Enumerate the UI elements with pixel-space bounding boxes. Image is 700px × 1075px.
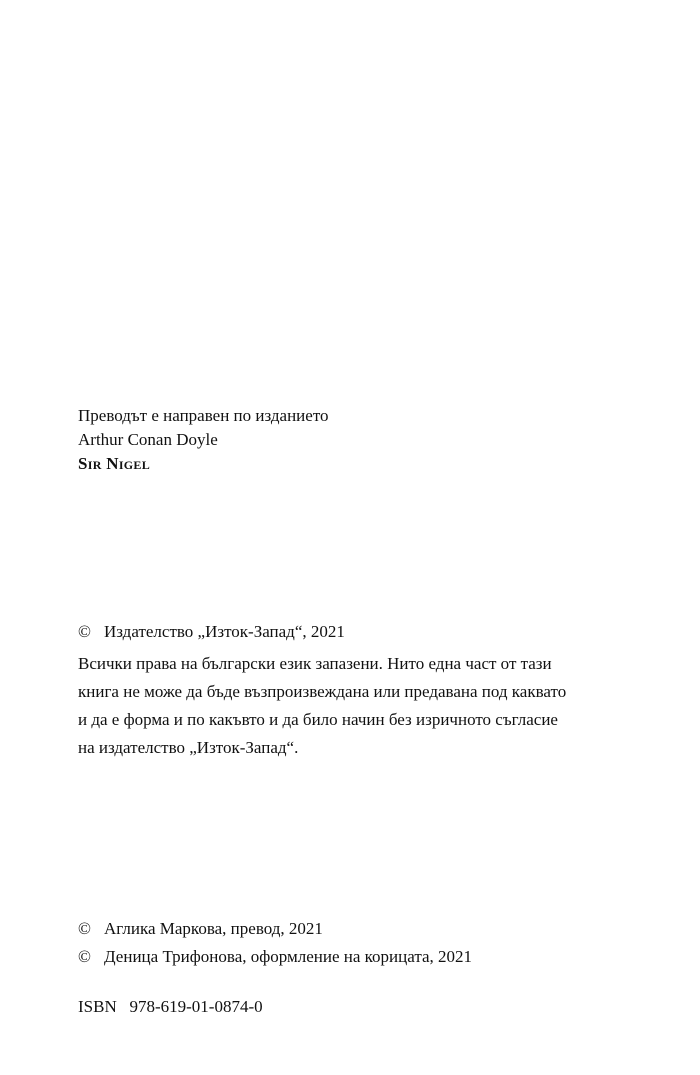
rights-notice-line: и да е форма и по какъвто и да било начин без изричното съгласие [78, 710, 558, 729]
publisher-copyright-line [78, 620, 345, 644]
copyright-symbol: © [78, 947, 91, 966]
translator-credit-text: Аглика Маркова, превод, 2021 [104, 919, 323, 938]
rights-notice-line: на издателство „Изток-Запад“. [78, 738, 299, 757]
credits-block [78, 915, 472, 971]
isbn-label: ISBN [78, 997, 117, 1016]
original-author: Arthur Conan Doyle [78, 430, 218, 449]
rights-notice [78, 650, 638, 762]
isbn-line [78, 995, 263, 1019]
isbn-value: 978-619-01-0874-0 [129, 997, 263, 1016]
original-title: Sir Nigel [78, 454, 151, 473]
copyright-symbol: © [78, 622, 91, 641]
cover-design-credit [78, 943, 472, 971]
source-edition-intro: Преводът е направен по изданието [78, 406, 329, 425]
translator-credit [78, 915, 472, 943]
rights-notice-line: Всички права на български език запазени. Нито една част от тази [78, 654, 552, 673]
publisher-copyright-text: Издателство „Изток-Запад“, 2021 [104, 622, 345, 641]
rights-notice-line: книга не може да бъде възпроизвеждана или предавана под каквато [78, 682, 567, 701]
source-edition-block [78, 404, 329, 476]
copyright-symbol: © [78, 919, 91, 938]
cover-design-credit-text: Деница Трифонова, оформление на корицата, 2021 [104, 947, 473, 966]
